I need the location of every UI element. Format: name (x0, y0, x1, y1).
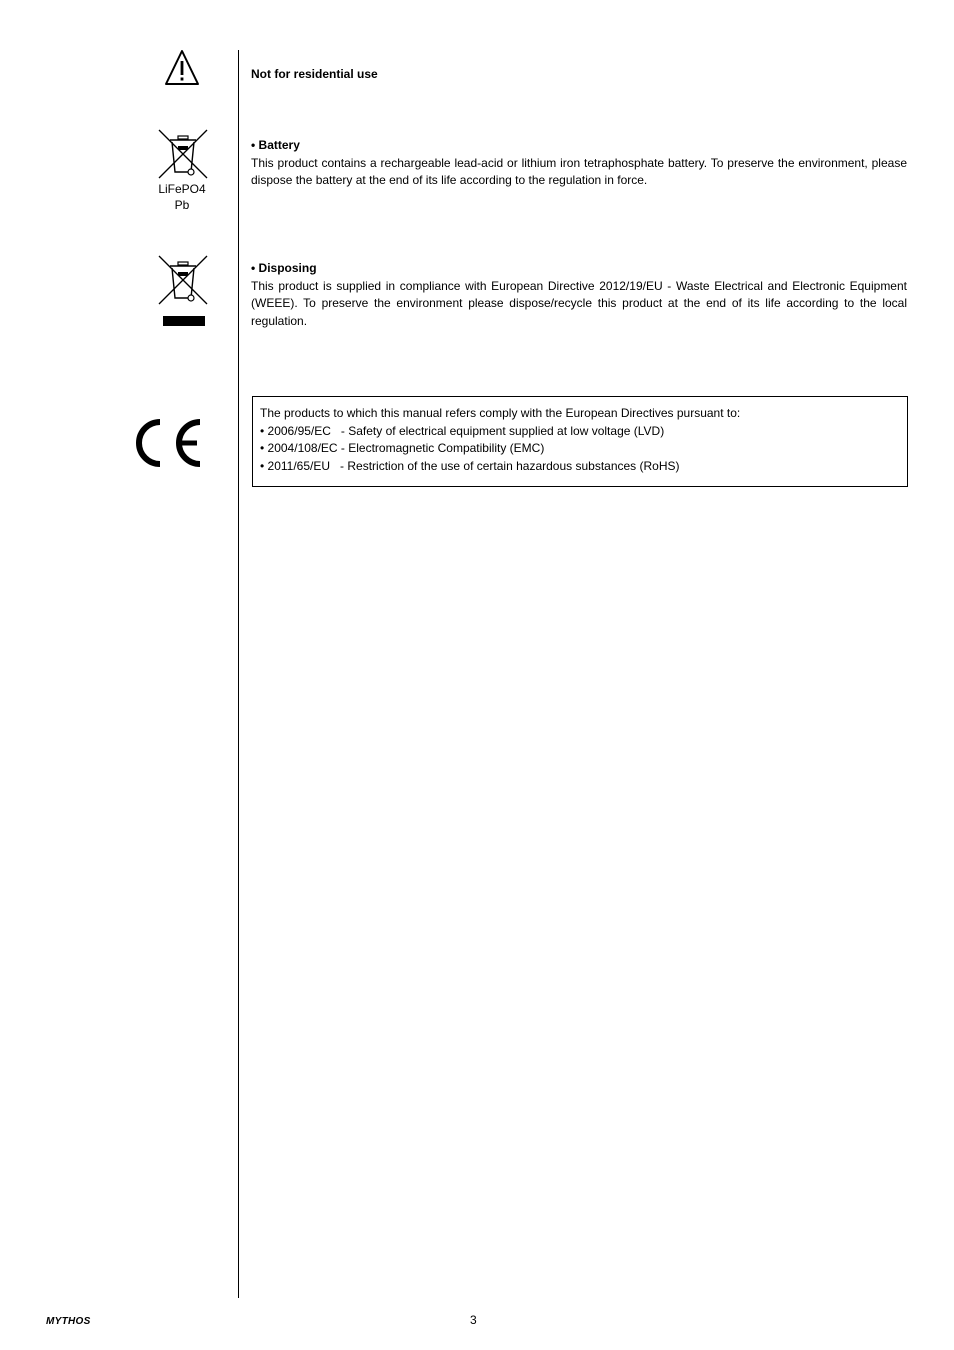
ce-compliance-box (252, 396, 908, 487)
crossed-bin-icon (157, 128, 209, 180)
ce-mark-icon (134, 414, 204, 472)
warning-text: Not for residential use (251, 67, 378, 81)
battery-section (251, 137, 907, 190)
weee-bin-icon (157, 254, 209, 330)
ce-intro: The products to which this manual refers comply with the European Directives pursuant to: (260, 406, 741, 420)
margin-divider-line (238, 50, 239, 1298)
page-number: 3 (470, 1313, 477, 1327)
symbol-label-pb: Pb (174, 198, 190, 212)
footer-brand: MYTHOS (46, 1316, 91, 1327)
disposing-heading: • Disposing (251, 261, 317, 275)
ce-directive-rohs: • 2011/65/EU - Restriction of the use of certain hazardous substances (RoHS) (260, 458, 680, 473)
battery-paragraph: This product contains a rechargeable lead-acid or lithium iron tetraphosphate battery. To preserve the environment, please dispose the battery at the end of its life according to the regulation in force. (251, 155, 907, 187)
symbol-label-lifepo4: LiFePO4 (158, 182, 206, 196)
disposing-paragraph: This product is supplied in compliance with European Directive 2012/19/EU - Waste Electrical and Electronic Equipment (WEEE). To preserve the environment please dispose/recycle this product at the end of its life according to the local regulation. (251, 278, 907, 328)
warning-triangle-icon (164, 49, 200, 87)
ce-directive-lvd: • 2006/95/EC - Safety of electrical equipment supplied at low voltage (LVD) (260, 423, 665, 438)
disposing-section (251, 260, 907, 330)
battery-heading: • Battery (251, 138, 300, 152)
ce-directive-emc: • 2004/108/EC - Electromagnetic Compatibility (EMC) (260, 441, 545, 455)
